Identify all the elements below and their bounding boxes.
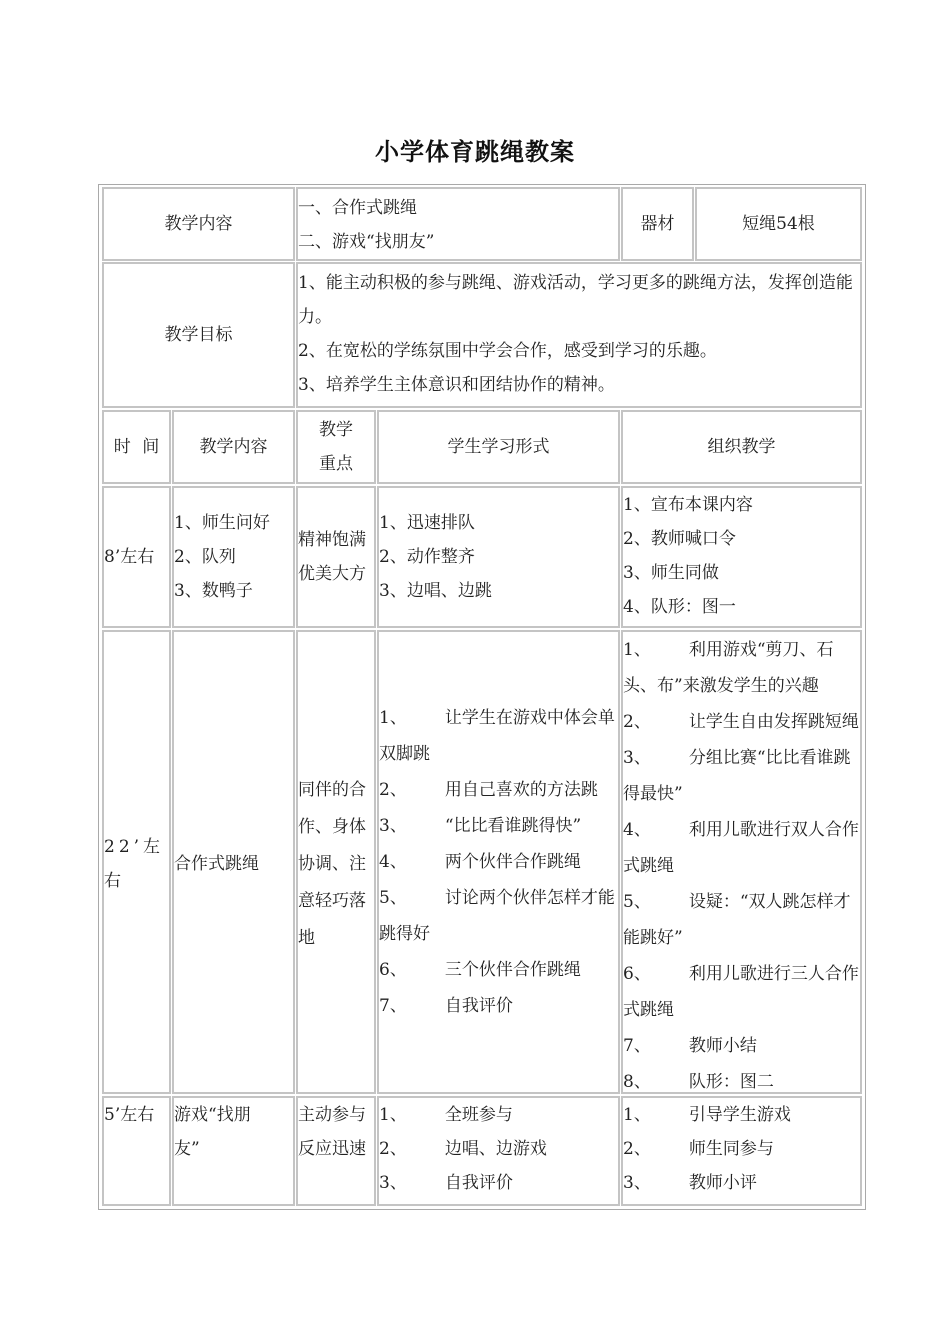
list-item: 3、 “比比看谁跳得快” [379,816,582,836]
row2-focus: 同伴的合作、身体协调、注意轻巧落地 [296,630,376,1094]
equipment-value-cell [695,187,862,261]
col-focus: 教学 重点 [296,410,376,484]
col-student: 学生学习形式 [377,410,620,484]
col-time: 时 间 [102,410,171,484]
list-item: 4、 利用儿歌进行双人合作式跳绳 [623,820,859,876]
row1-focus: 精神饱满 优美大方 [296,486,376,628]
list-item: 8、 队形：图二 [623,1072,774,1092]
goals-label: 教学目标 [164,325,233,345]
list-item: 2、 边唱、边游戏 [379,1139,547,1159]
goal-item: 3、培养学生主体意识和团结协作的精神。 [298,375,615,395]
equipment-label: 器材 [640,214,675,234]
list-item: 5、 设疑：“双人跳怎样才能跳好” [623,892,851,948]
goal-item: 1、能主动积极的参与跳绳、游戏活动，学习更多的跳绳方法，发挥创造能力。 [298,273,853,327]
list-item: 3、 教师小评 [623,1173,757,1193]
row1-organize: 1、宣布本课内容 2、教师喊口令 3、师生同做 4、队形：图一 [621,486,862,628]
content-item: 二、游戏“找朋友” [298,232,435,252]
list-item: 1、 引导学生游戏 [623,1105,791,1125]
equipment-value: 短绳54根 [742,214,815,234]
list-item: 6、 三个伙伴合作跳绳 [379,960,581,980]
row3-time: 5’左右 [102,1096,171,1206]
content-item: 一、合作式跳绳 [298,198,417,218]
row2-content: 合作式跳绳 [172,630,295,1094]
row2-organize [621,630,862,1094]
row2-time: 22’左右 [102,630,171,1094]
row1-time: 8’左右 [102,486,171,628]
goals-label-cell [102,262,295,408]
page-title: 小学体育跳绳教案 [375,138,575,166]
goals-cell [296,262,862,408]
col-content: 教学内容 [172,410,295,484]
equipment-label-cell [621,187,694,261]
list-item: 1、 利用游戏“剪刀、石头、布”来激发学生的兴趣 [623,640,834,696]
row3-content: 游戏“找朋友” [172,1096,295,1206]
row3-focus: 主动参与反应迅速 [296,1096,376,1206]
list-item: 2、 师生同参与 [623,1139,774,1159]
row1-content: 1、师生问好 2、队列 3、数鸭子 [172,486,295,628]
content-label-cell [102,187,295,261]
list-item: 6、 利用儿歌进行三人合作式跳绳 [623,964,859,1020]
list-item: 7、 教师小结 [623,1036,757,1056]
row3-organize [621,1096,862,1206]
content-label: 教学内容 [164,214,233,234]
col-organize: 组织教学 [621,410,862,484]
content-items-cell [296,187,620,261]
row2-student [377,630,620,1094]
row1-student: 1、迅速排队 2、动作整齐 3、边唱、边跳 [377,486,620,628]
list-item: 7、 自我评价 [379,996,513,1016]
goal-item: 2、在宽松的学练氛围中学会合作，感受到学习的乐趣。 [298,341,717,361]
list-item: 3、 分组比赛“比比看谁跳得最快” [623,748,851,804]
list-item: 2、 用自己喜欢的方法跳 [379,780,598,800]
list-item: 4、 两个伙伴合作跳绳 [379,852,581,872]
list-item: 1、 让学生在游戏中体会单双脚跳 [379,708,615,764]
row3-student [377,1096,620,1206]
list-item: 3、 自我评价 [379,1173,513,1193]
list-item: 2、 让学生自由发挥跳短绳 [623,712,859,732]
list-item: 5、 讨论两个伙伴怎样才能跳得好 [379,888,615,944]
list-item: 1、 全班参与 [379,1105,513,1125]
